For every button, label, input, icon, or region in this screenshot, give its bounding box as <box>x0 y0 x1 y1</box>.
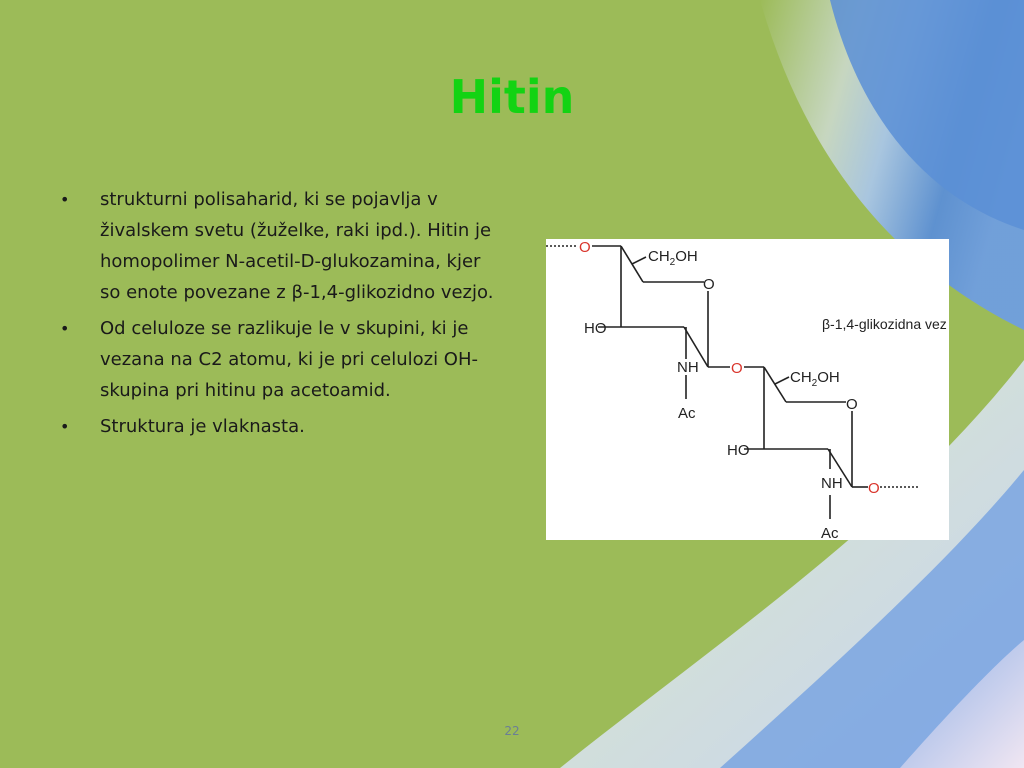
chitin-structure-figure <box>546 239 949 540</box>
bullet-item <box>56 411 506 442</box>
glycosidic-oxygen: O <box>731 360 743 377</box>
unit1-nh-label: NH <box>677 359 699 376</box>
unit1-ring-oxygen: O <box>703 276 715 293</box>
bullet-marker: • <box>60 190 70 209</box>
bullet-list <box>56 184 506 447</box>
unit2-nh-label: NH <box>821 475 843 492</box>
unit2-ch2oh-label: $CH_2OH$ <box>790 369 840 389</box>
bullet-text: Od celuloze se razlikuje le v skupini, ki je vezana na C2 atomu, ki je pri celulozi OH-skupina pri hitinu pa acetoamid. <box>100 318 479 401</box>
structure-bonds <box>546 246 918 519</box>
unit2-ring-oxygen: O <box>846 396 858 413</box>
unit1-link-oxygen: O <box>579 239 591 256</box>
bullet-marker: • <box>60 417 70 436</box>
bullet-text: Struktura je vlaknasta. <box>100 416 305 437</box>
unit1-ho-label: HO <box>584 320 607 337</box>
slide-number: 22 <box>504 724 520 738</box>
bullet-item <box>56 184 506 308</box>
unit2-ho-label: HO <box>727 442 750 459</box>
unit2-ac-label: Ac <box>821 525 839 540</box>
chitin-structure-diagram <box>546 239 949 540</box>
structure-labels <box>579 239 947 540</box>
bond-label: β-1,4-glikozidna vez <box>822 316 947 332</box>
slide-title: Hitin <box>449 70 575 124</box>
unit2-link-oxygen: O <box>868 480 880 497</box>
bullet-marker: • <box>60 319 70 338</box>
unit1-ch2oh-label: $CH_2OH$ <box>648 248 698 268</box>
unit1-ac-label: Ac <box>678 405 696 422</box>
bullet-item <box>56 313 506 406</box>
bullet-text: strukturni polisaharid, ki se pojavlja v živalskem svetu (žuželke, raki ipd.). Hitin je homopolimer N-acetil-D-glukozamina, kjer so enote povezane z β-1,4-glikozidno vezjo. <box>100 189 494 303</box>
